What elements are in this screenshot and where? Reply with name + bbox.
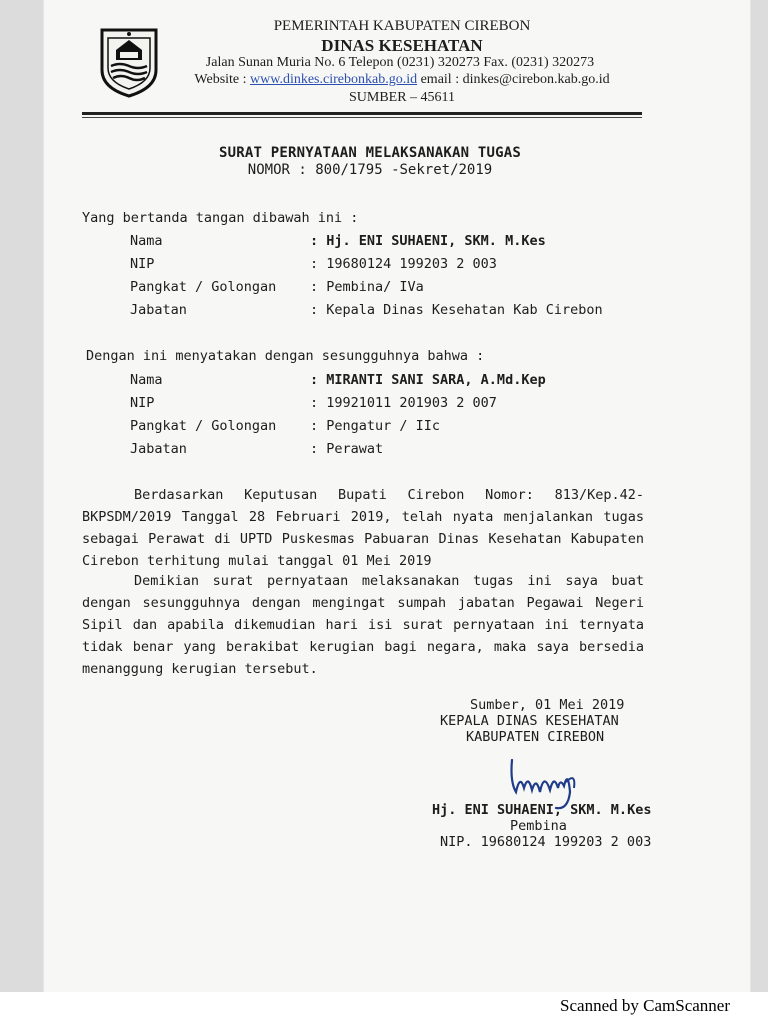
signer-nip-value: : 19680124 199203 2 003: [310, 256, 497, 272]
signer-name-value: : Hj. ENI SUHAENI, SKM. M.Kes: [310, 233, 546, 249]
closing-position-1: KEPALA DINAS KESEHATAN: [440, 713, 619, 729]
subject-rank-value: : Pengatur / IIc: [310, 418, 441, 434]
email-text: email : dinkes@cirebon.kab.go.id: [417, 72, 610, 87]
subject-nip-value: : 19921011 201903 2 007: [310, 395, 497, 411]
website-link[interactable]: www.dinkes.cirebonkab.go.id: [250, 72, 418, 87]
subject-rank-label: Pangkat / Golongan: [130, 418, 277, 434]
document-title: SURAT PERNYATAAN MELAKSANAKAN TUGAS: [218, 145, 521, 161]
regency-emblem-icon: [98, 26, 160, 98]
intro-text: Yang bertanda tangan dibawah ini :: [82, 210, 359, 226]
closing-nip: NIP. 19680124 199203 2 003: [440, 834, 652, 850]
body-paragraph-1: Berdasarkan Keputusan Bupati Cirebon Nomor: 813/Kep.42-BKPSDM/2019 Tanggal 28 Februari 2019, telah nyata menjalankan tugas sebagai Perawat di UPTD Puskesmas Pabuaran Dinas Kesehatan Kabupaten Cirebon terhitung mulai tanggal 01 Mei 2019: [82, 487, 644, 569]
scanner-watermark: Scanned by CamScanner: [560, 996, 730, 1015]
letterhead-rule-thin: [82, 117, 642, 118]
signer-position-label: Jabatan: [130, 302, 187, 318]
closing-position-2: KABUPATEN CIREBON: [466, 729, 605, 745]
city-postcode: SUMBER – 45611: [348, 90, 456, 105]
subject-position-label: Jabatan: [130, 441, 187, 457]
closing-rank: Pembina: [510, 818, 567, 834]
subject-name-label: Nama: [130, 372, 163, 388]
website-prefix: Website :: [194, 72, 251, 87]
department-name: DINAS KESEHATAN: [321, 36, 483, 55]
subject-position-value: : Perawat: [310, 441, 384, 457]
signer-nip-label: NIP: [130, 256, 155, 272]
signer-rank-value: : Pembina/ IVa: [310, 279, 424, 295]
place-date: Sumber, 01 Mei 2019: [470, 697, 625, 713]
closing-name: Hj. ENI SUHAENI, SKM. M.Kes: [432, 802, 652, 818]
government-name: PEMERINTAH KABUPATEN CIREBON: [273, 18, 531, 34]
subject-nip-label: NIP: [130, 395, 155, 411]
body-paragraph-2: Demikian surat pernyataan melaksanakan tugas ini saya buat dengan sesungguhnya dengan mengingat sumpah jabatan Pegawai Negeri Sipil dan apabila dikemudian hari isi surat pernyataan ini ternyata tidak benar yang berakibat kerugian bagi negara, maka saya bersedia menanggung kerugian tersebut.: [82, 573, 644, 677]
statement-intro: Dengan ini menyatakan dengan sesungguhnya bahwa :: [86, 348, 485, 364]
letterhead-rule-thick: [82, 112, 642, 115]
document-number: NOMOR : 800/1795 -Sekret/2019: [247, 162, 493, 178]
contact-line: [176, 72, 628, 88]
office-address: Jalan Sunan Muria No. 6 Telepon (0231) 320273 Fax. (0231) 320273: [205, 55, 595, 70]
signer-rank-label: Pangkat / Golongan: [130, 279, 277, 295]
signer-position-value: : Kepala Dinas Kesehatan Kab Cirebon: [310, 302, 603, 318]
signer-name-label: Nama: [130, 233, 163, 249]
subject-name-value: : MIRANTI SANI SARA, A.Md.Kep: [310, 372, 546, 388]
